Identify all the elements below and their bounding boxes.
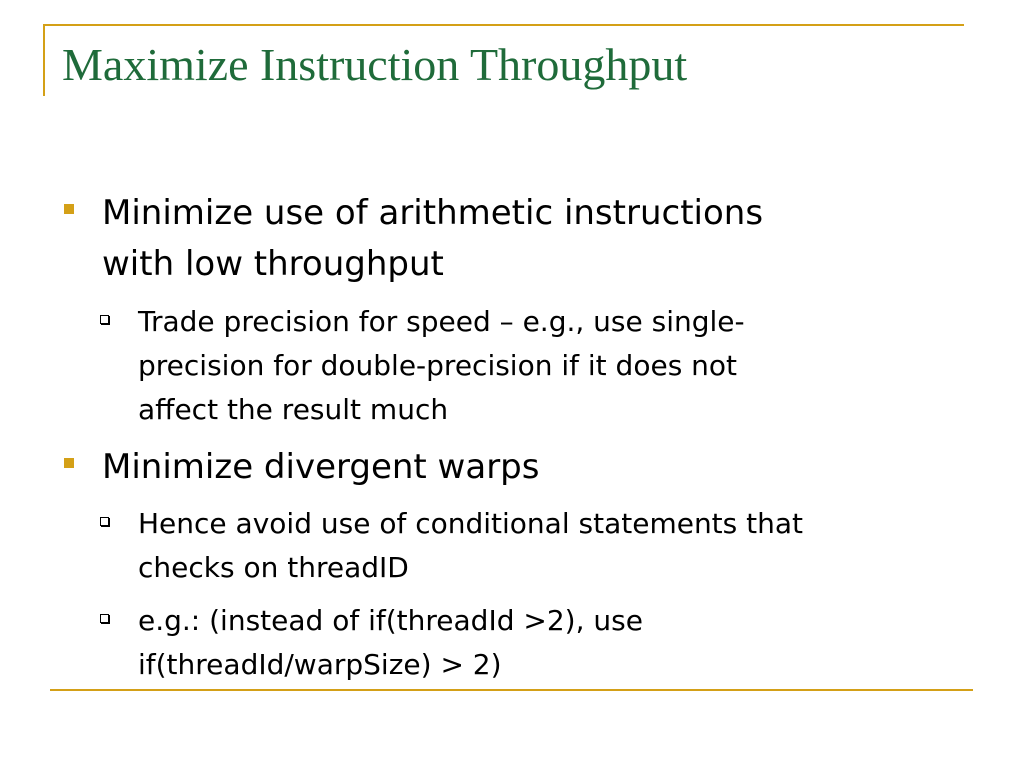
sub-bullet-text: Hence avoid use of conditional statements that checks on threadID xyxy=(138,507,804,584)
sub-bullet-text: e.g.: (instead of if(threadId >2), use if(threadId/warpSize) > 2) xyxy=(138,604,643,681)
square-bullet-icon xyxy=(64,458,74,468)
square-bullet-icon xyxy=(64,204,74,214)
hollow-square-bullet-icon xyxy=(100,315,109,324)
footer-divider xyxy=(50,689,973,691)
hollow-square-bullet-icon xyxy=(100,614,109,623)
slide-title: Maximize Instruction Throughput xyxy=(62,39,688,90)
bullet-text: Minimize use of arithmetic instructions with low throughput xyxy=(102,193,764,284)
bullet-text: Minimize divergent warps xyxy=(102,447,540,487)
hollow-square-bullet-icon xyxy=(100,517,109,526)
sub-bullet-text: Trade precision for speed – e.g., use single- precision for double-precision if it does not affect the result much xyxy=(138,305,745,426)
